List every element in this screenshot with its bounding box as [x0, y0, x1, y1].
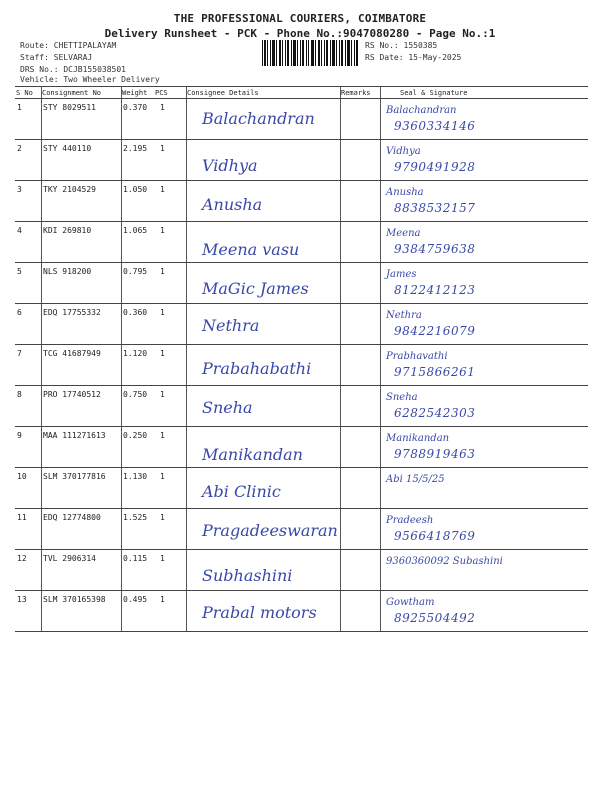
row-phone-handwritten: 9566418769: [394, 529, 476, 543]
row-pcs: 1: [160, 390, 165, 399]
row-signature: Nethra: [386, 310, 422, 321]
row-consignee-handwritten: Nethra: [202, 316, 260, 335]
row-phone-handwritten: 9360334146: [394, 119, 476, 133]
row-remarks: [340, 386, 380, 426]
staff-label: Staff: SELVARAJ: [20, 53, 93, 62]
row-signature: Gowtham: [386, 597, 435, 608]
row-sno: 3: [17, 185, 22, 194]
row-signature-cell: [380, 509, 588, 549]
col-consignment: Consignment No: [42, 89, 102, 97]
row-remarks: [340, 550, 380, 590]
row-consignee-handwritten: Pragadeeswaran: [202, 521, 338, 540]
table-row: [15, 181, 588, 222]
row-consignment-no: STY 440110: [43, 144, 92, 153]
row-phone-handwritten: 9715866261: [394, 365, 476, 379]
row-sno: 11: [17, 513, 27, 522]
row-consignment-no: TKY 2104529: [43, 185, 96, 194]
row-consignment-no: TCG 41687949: [43, 349, 101, 358]
table-row: [15, 468, 588, 509]
row-pcs: 1: [160, 226, 165, 235]
row-consignment-no: EDQ 17755332: [43, 308, 101, 317]
table-row: [15, 304, 588, 345]
row-remarks: [340, 140, 380, 180]
row-consignee-cell: [186, 263, 340, 303]
row-pcs: 1: [160, 349, 165, 358]
row-sno: 4: [17, 226, 22, 235]
row-consignee-handwritten: Subhashini: [202, 566, 293, 585]
row-remarks: [340, 222, 380, 262]
row-phone-handwritten: 8925504492: [394, 611, 476, 625]
row-pcs: 1: [160, 103, 165, 112]
row-consignee-cell: [186, 427, 340, 467]
vehicle-label: Vehicle: Two Wheeler Delivery: [20, 75, 160, 84]
row-sno: 13: [17, 595, 27, 604]
row-weight: 0.115: [123, 554, 148, 563]
row-phone-handwritten: 9384759638: [394, 242, 476, 256]
row-consignee-cell: [186, 99, 340, 139]
row-pcs: 1: [160, 308, 165, 317]
runsheet-table: [15, 86, 588, 632]
row-weight: 1.065: [123, 226, 148, 235]
row-weight: 0.250: [123, 431, 148, 440]
row-consignee-cell: [186, 345, 340, 385]
table-row: [15, 386, 588, 427]
row-consignee-handwritten: Balachandran: [202, 109, 315, 128]
row-remarks: [340, 304, 380, 344]
row-weight: 1.050: [123, 185, 148, 194]
row-phone-handwritten: 8838532157: [394, 201, 476, 215]
row-signature-cell: [380, 222, 588, 262]
row-consignee-cell: [186, 140, 340, 180]
row-pcs: 1: [160, 144, 165, 153]
row-weight: 1.120: [123, 349, 148, 358]
row-sno: 1: [17, 103, 22, 112]
col-weight: Weight: [122, 89, 148, 97]
row-signature: James: [386, 269, 417, 280]
row-consignee-handwritten: Abi Clinic: [202, 482, 281, 501]
row-signature: Sneha: [386, 392, 418, 403]
row-remarks: [340, 263, 380, 303]
row-consignee-cell: [186, 386, 340, 426]
row-consignment-no: SLM 370165398: [43, 595, 106, 604]
row-phone-handwritten: 9790491928: [394, 160, 476, 174]
row-signature-cell: [380, 345, 588, 385]
col-seal: Seal & Signature: [400, 89, 468, 97]
row-sno: 9: [17, 431, 22, 440]
col-consignee: Consignee Details: [187, 89, 259, 97]
table-row: [15, 140, 588, 181]
row-consignee-handwritten: Prabahabathi: [202, 359, 312, 378]
row-signature: Abi 15/5/25: [386, 474, 445, 485]
table-row: [15, 509, 588, 550]
col-sno: S No: [16, 89, 33, 97]
row-consignee-cell: [186, 550, 340, 590]
row-signature: Meena: [386, 228, 421, 239]
row-weight: 0.795: [123, 267, 148, 276]
table-header: [15, 86, 588, 99]
row-pcs: 1: [160, 267, 165, 276]
row-sno: 6: [17, 308, 22, 317]
company-title: THE PROFESSIONAL COURIERS, COIMBATORE: [173, 12, 427, 25]
row-consignment-no: STY 8029511: [43, 103, 96, 112]
row-signature-cell: [380, 181, 588, 221]
row-weight: 2.195: [123, 144, 148, 153]
row-signature: Prabhavathi: [386, 351, 448, 362]
row-consignee-handwritten: MaGic James: [202, 279, 309, 298]
table-row: [15, 591, 588, 632]
row-weight: 0.495: [123, 595, 148, 604]
row-signature-cell: [380, 140, 588, 180]
table-row: [15, 427, 588, 468]
row-signature: Vidhya: [386, 146, 421, 157]
row-remarks: [340, 181, 380, 221]
row-weight: 1.525: [123, 513, 148, 522]
row-sno: 2: [17, 144, 22, 153]
row-signature: Balachandran: [386, 105, 457, 116]
row-consignee-handwritten: Sneha: [202, 398, 253, 417]
row-consignee-cell: [186, 468, 340, 508]
row-consignee-cell: [186, 509, 340, 549]
row-signature-cell: [380, 304, 588, 344]
drs-number: DRS No.: DCJB155038501: [20, 65, 126, 74]
row-signature-cell: [380, 550, 588, 590]
row-consignee-cell: [186, 591, 340, 631]
row-consignment-no: PRO 17740512: [43, 390, 101, 399]
row-pcs: 1: [160, 595, 165, 604]
row-pcs: 1: [160, 472, 165, 481]
table-row: [15, 263, 588, 304]
row-sno: 5: [17, 267, 22, 276]
row-consignee-handwritten: Prabal motors: [202, 603, 317, 622]
row-pcs: 1: [160, 185, 165, 194]
row-consignee-cell: [186, 222, 340, 262]
row-sno: 10: [17, 472, 27, 481]
rs-number: RS No.: 1550385: [365, 41, 438, 50]
row-consignment-no: TVL 2906314: [43, 554, 96, 563]
row-consignee-cell: [186, 304, 340, 344]
row-signature-cell: [380, 99, 588, 139]
row-signature-cell: [380, 263, 588, 303]
col-pcs: PCS: [155, 89, 168, 97]
row-remarks: [340, 509, 380, 549]
row-phone-handwritten: 9788919463: [394, 447, 476, 461]
row-phone-handwritten: 8122412123: [394, 283, 476, 297]
row-consignment-no: KDI 269810: [43, 226, 92, 235]
row-consignee-handwritten: Manikandan: [202, 445, 303, 464]
row-sno: 8: [17, 390, 22, 399]
row-consignee-cell: [186, 181, 340, 221]
row-sno: 7: [17, 349, 22, 358]
row-remarks: [340, 427, 380, 467]
row-signature-cell: [380, 427, 588, 467]
table-row: [15, 222, 588, 263]
row-pcs: 1: [160, 431, 165, 440]
row-pcs: 1: [160, 513, 165, 522]
row-remarks: [340, 99, 380, 139]
row-signature-cell: [380, 386, 588, 426]
row-signature: Anusha: [386, 187, 424, 198]
table-row: [15, 99, 588, 140]
row-phone-handwritten: 9842216079: [394, 324, 476, 338]
runsheet-subtitle: Delivery Runsheet - PCK - Phone No.:9047080280 - Page No.:1: [104, 27, 496, 40]
row-consignment-no: MAA 111271613: [43, 431, 106, 440]
row-consignee-handwritten: Meena vasu: [202, 240, 300, 259]
row-weight: 0.750: [123, 390, 148, 399]
rs-date: RS Date: 15-May-2025: [365, 53, 462, 62]
row-sno: 12: [17, 554, 27, 563]
row-signature: 9360360092 Subashini: [386, 556, 503, 567]
row-signature-cell: [380, 468, 588, 508]
row-consignment-no: SLM 370177816: [43, 472, 106, 481]
row-signature-cell: [380, 591, 588, 631]
row-phone-handwritten: 6282542303: [394, 406, 476, 420]
table-body: [15, 99, 588, 632]
row-consignee-handwritten: Anusha: [202, 195, 263, 214]
row-remarks: [340, 591, 380, 631]
col-remarks: Remarks: [341, 89, 371, 97]
row-weight: 1.130: [123, 472, 148, 481]
row-pcs: 1: [160, 554, 165, 563]
barcode-icon: [262, 40, 358, 66]
row-weight: 0.370: [123, 103, 148, 112]
row-weight: 0.360: [123, 308, 148, 317]
table-row: [15, 345, 588, 386]
row-signature: Pradeesh: [386, 515, 434, 526]
route-label: Route: CHETTIPALAYAM: [20, 41, 117, 50]
row-remarks: [340, 345, 380, 385]
row-signature: Manikandan: [386, 433, 450, 444]
row-consignment-no: EDQ 12774800: [43, 513, 101, 522]
row-consignee-handwritten: Vidhya: [202, 156, 258, 175]
row-remarks: [340, 468, 380, 508]
row-consignment-no: NLS 918200: [43, 267, 92, 276]
table-row: [15, 550, 588, 591]
